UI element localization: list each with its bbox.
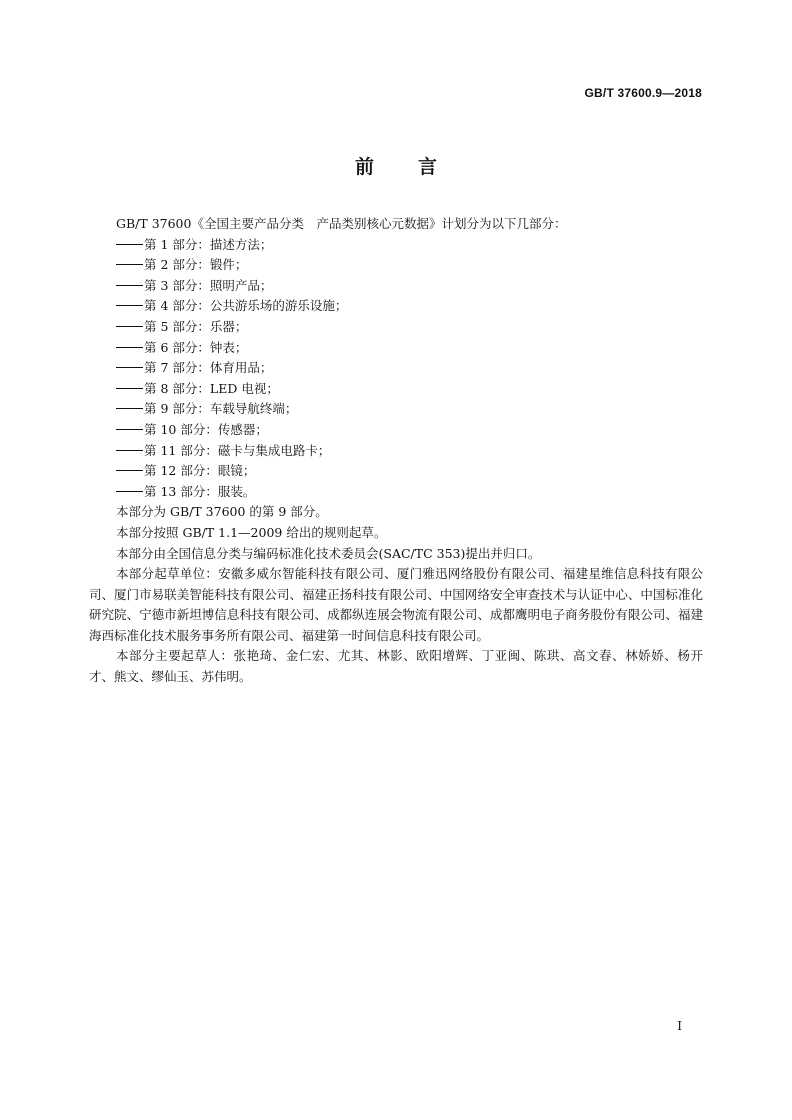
list-item bbox=[89, 235, 703, 256]
dash-mark bbox=[116, 429, 143, 430]
list-item bbox=[89, 482, 703, 503]
list-item-text: 第 6 部分：钟表； bbox=[144, 339, 248, 355]
list-item bbox=[89, 441, 703, 462]
list-item bbox=[89, 358, 703, 379]
dash-mark bbox=[116, 408, 143, 409]
dash-mark bbox=[116, 367, 143, 368]
dash-mark bbox=[116, 264, 143, 265]
list-item bbox=[89, 317, 703, 338]
list-item-text: 第 11 部分：磁卡与集成电路卡； bbox=[144, 442, 331, 458]
statement-drafting-rules: 本部分按照 GB/T 1.1—2009 给出的规则起草。 bbox=[116, 524, 387, 540]
list-item bbox=[89, 420, 703, 441]
dash-mark bbox=[116, 450, 143, 451]
intro-line: GB/T 37600《全国主要产品分类 产品类别核心元数据》计划分为以下几部分： bbox=[116, 216, 567, 231]
dash-mark bbox=[116, 285, 143, 286]
list-item-text: 第 3 部分：照明产品； bbox=[144, 277, 273, 293]
drafting-units-paragraph: 本部分起草单位：安徽多威尔智能科技有限公司、厦门雅迅网络股份有限公司、福建星维信息科技有限公司、厦门市易联美智能科技有限公司、福建正扬科技有限公司、中国网络安全审查技术与认证中心、中国标准化研究院、宁德市新坦博信息科技有限公司、成都纵连展会物流有限公司、成都鹰明电子商务股份有限公司、福建海西标准化技术服务事务所有限公司、福建第一时间信息科技有限公司。 bbox=[89, 566, 703, 643]
list-item bbox=[89, 338, 703, 359]
dash-mark bbox=[116, 244, 143, 245]
page-title: 前言 bbox=[354, 156, 481, 178]
statement-part-number: 本部分为 GB/T 37600 的第 9 部分。 bbox=[116, 504, 328, 520]
list-item bbox=[89, 276, 703, 297]
parts-list bbox=[89, 235, 703, 503]
list-item-text: 第 9 部分：车载导航终端； bbox=[144, 401, 298, 417]
list-item-text: 第 5 部分：乐器； bbox=[144, 318, 248, 334]
list-item bbox=[89, 296, 703, 317]
list-item-text: 第 1 部分：描述方法； bbox=[144, 236, 273, 252]
page-number: I bbox=[677, 1019, 682, 1033]
foreword-body bbox=[89, 214, 703, 688]
dash-mark bbox=[116, 388, 143, 389]
dash-mark bbox=[116, 326, 143, 327]
list-item bbox=[89, 255, 703, 276]
list-item-text: 第 12 部分：眼镜； bbox=[144, 463, 256, 479]
dash-mark bbox=[116, 470, 143, 471]
list-item bbox=[89, 379, 703, 400]
statement-proposer: 本部分由全国信息分类与编码标准化技术委员会(SAC/TC 353)提出并归口。 bbox=[116, 545, 541, 561]
list-item-text: 第 10 部分：传感器； bbox=[144, 421, 268, 437]
list-item-text: 第 4 部分：公共游乐场的游乐设施； bbox=[144, 298, 348, 314]
list-item bbox=[89, 461, 703, 482]
list-item-text: 第 13 部分：服装。 bbox=[144, 483, 256, 499]
list-item-text: 第 8 部分：LED 电视； bbox=[144, 380, 279, 396]
dash-mark bbox=[116, 491, 143, 492]
list-item bbox=[89, 399, 703, 420]
list-item-text: 第 7 部分：体育用品； bbox=[144, 360, 273, 376]
document-code: GB/T 37600.9—2018 bbox=[584, 86, 702, 100]
drafters-paragraph: 本部分主要起草人：张艳琦、金仁宏、尤其、林影、欧阳增辉、丁亚闽、陈珙、高文春、林娇娇、杨开才、熊文、缪仙玉、苏伟明。 bbox=[89, 648, 703, 685]
dash-mark bbox=[116, 305, 143, 306]
dash-mark bbox=[116, 347, 143, 348]
list-item-text: 第 2 部分：锻件； bbox=[144, 257, 248, 273]
